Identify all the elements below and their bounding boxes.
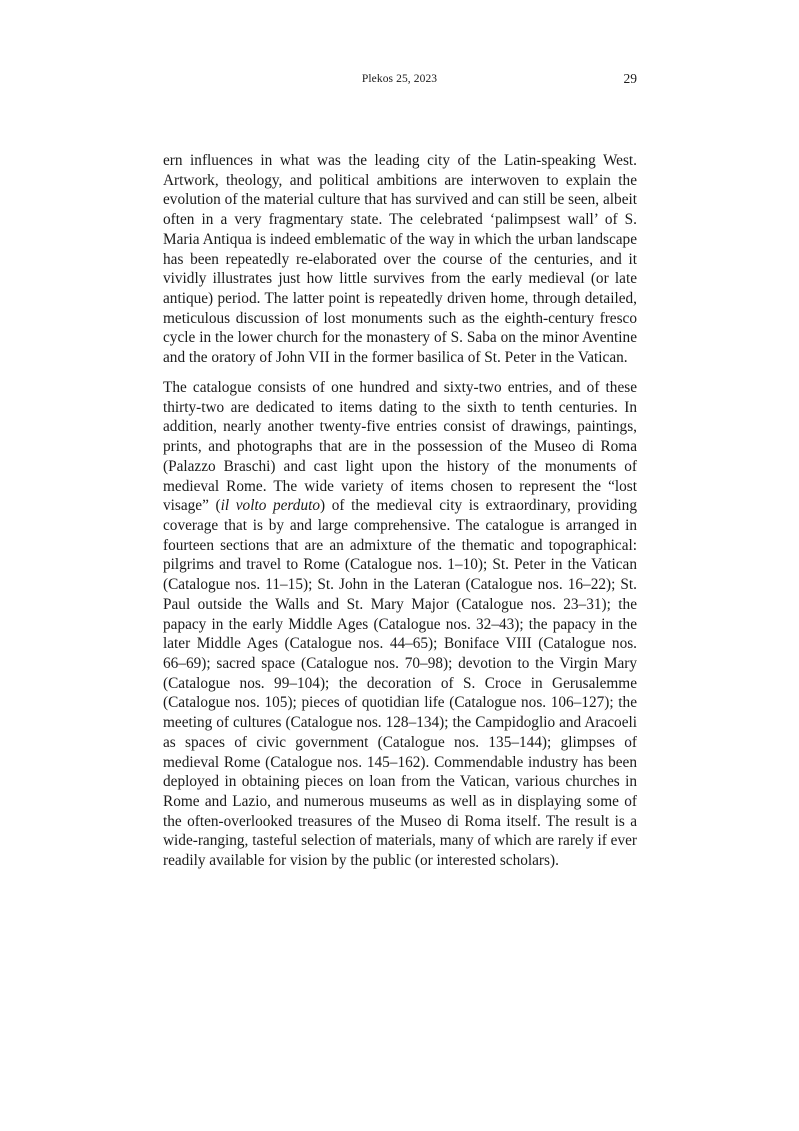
- paragraph-2: [163, 378, 637, 871]
- paragraph-2-part-2: ) of the medieval city is extraordinary, providing coverage that is by and large comprehensive. The catalogue is arranged in fourteen sections that are an admixture of the thematic and topographical: pilgrims and travel to Rome (Catalogue nos. 1–10); St. Peter in the Vatican (Catalogue nos. 11–15); St. John in the Lateran (Catalogue nos. 16–22); St. Paul outside the Walls and St. Mary Major (Catalogue nos. 23–31); the papacy in the early Middle Ages (Catalogue nos. 32–43); the papacy in the later Middle Ages (Catalogue nos. 44–65); Boniface VIII (Catalogue nos. 66–69); sacred space (Catalogue nos. 70–98); devotion to the Virgin Mary (Catalogue nos. 99–104); the decoration of S. Croce in Gerusalemme (Catalogue nos. 105); pieces of quotidian life (Catalogue nos. 106–127); the meeting of cultures (Catalogue nos. 128–134); the Campidoglio and Aracoeli as spaces of civic government (Catalogue nos. 135–144); glimpses of medieval Rome (Catalogue nos. 145–162). Commendable industry has been deployed in obtaining pieces on loan from the Vatican, various churches in Rome and Lazio, and numerous museums as well as in displaying some of the often-overlooked treasures of the Museo di Roma itself. The result is a wide-ranging, tasteful selection of materials, many of which are rarely if ever readily available for vision by the public (or interested scholars).: [163, 497, 637, 870]
- running-header-title: Plekos 25, 2023: [361, 73, 438, 85]
- paragraph-2-italic-title: il volto perduto: [220, 497, 321, 515]
- page-number: 29: [623, 71, 637, 86]
- paragraph-2-part-1: The catalogue consists of one hundred and sixty-two entries, and of these thirty-two are dedicated to items dating to the sixth to tenth centuries. In addition, nearly another twenty-five entries consist of drawings, paintings, prints, and photographs that are in the possession of the Museo di Roma (Palazzo Braschi) and cast light upon the history of the monuments of medieval Rome. The wide variety of items chosen to represent the “lost visage” (: [163, 378, 637, 515]
- body-text: [163, 151, 637, 881]
- paragraph-1: ern influences in what was the leading city of the Latin-speaking West. Artwork, theology, and political ambitions are interwoven to explain the evolution of the material culture that has survived and can still be seen, albeit often in a very fragmentary state. The celebrated ‘palimpsest wall’ of S. Maria Antiqua is indeed emblematic of the way in which the urban landscape has been repeatedly re-elaborated over the course of the centuries, and it vividly illustrates just how little survives from the early medieval (or late antique) period. The latter point is repeatedly driven home, through detailed, meticulous discussion of lost monuments such as the eighth-century fresco cycle in the lower church for the monastery of S. Saba on the minor Aventine and the oratory of John VII in the former basilica of St. Peter in the Vatican.: [163, 152, 637, 367]
